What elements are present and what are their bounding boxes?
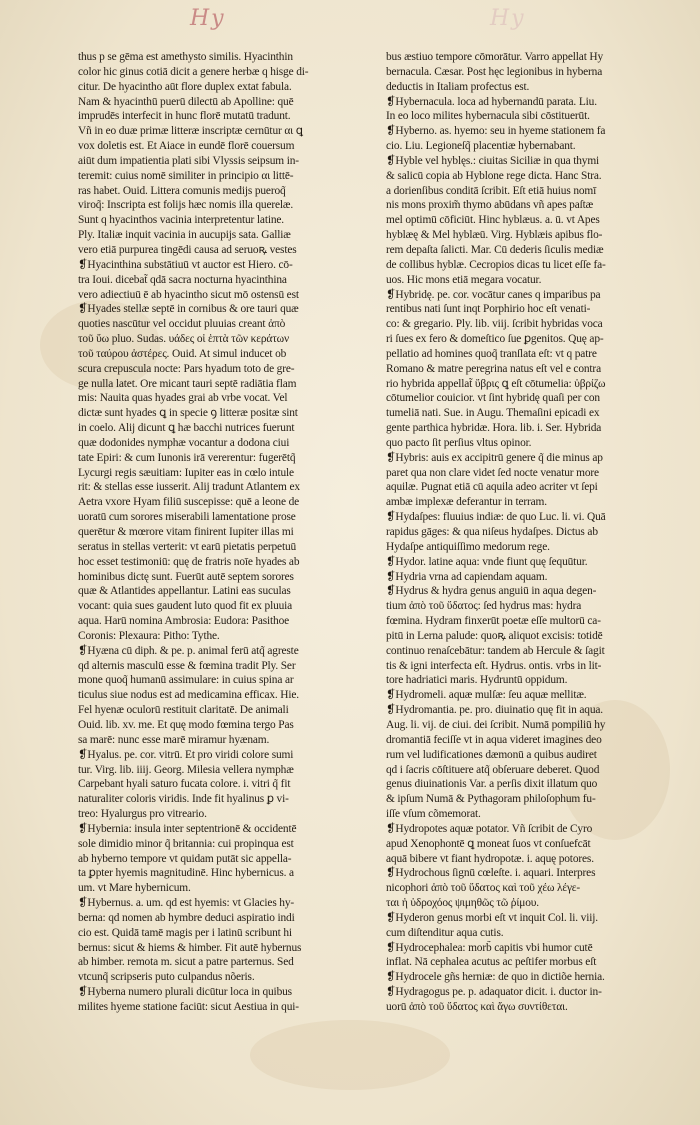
- text-line: cum diſtenditur aqua cutis.: [386, 926, 504, 939]
- text-line: ab himber. remota m. sicut a patre parternus. Sed: [78, 956, 294, 969]
- text-line: tore hadriatici maris. Hydruntū oppidum.: [386, 674, 568, 687]
- text-line: & salicū copia ab Hyblone rege dicta. Hanc Stra.: [386, 169, 602, 182]
- text-line: vocant: quia sues gaudent luto quod fit ex pluuia: [78, 600, 293, 613]
- text-line: Coronis: Plexaura: Pitho: Tythe.: [78, 629, 220, 642]
- text-line: ta ꝑpter hyemis magnitudinē. Hinc hybernicus. a: [78, 867, 294, 880]
- text-line: aqua. Harū nomina Ambrosia: Eudora: Pasithoe: [78, 615, 290, 628]
- text-line: & ipſum Numā & Pythagoram philoſophum fu-: [386, 793, 596, 806]
- text-line: ❡Hydragogus pe. p. adaquator dicit. i. ductor in-: [386, 986, 602, 999]
- text-line: quo pacto ſit perſius vltus opinor.: [386, 436, 532, 449]
- text-line: de collibus hyblæ. Cecropios dicas tu licet eſſe fa-: [386, 258, 606, 271]
- text-line: rit: & stellas esse iusserit. Alij tradunt Atlantem ex: [78, 481, 300, 494]
- text-line: mel optimū cōficiūt. Hinc hyblæus. a. ū. vt Apes: [386, 214, 600, 227]
- text-line: ❡Hybris: auis ex accipitrū genere q̃ die minus ap: [386, 451, 603, 464]
- text-line: ticulus siue nodus est ad medicamina efficax. Hie.: [78, 689, 299, 702]
- text-line: ri ſues ex fero & domeſtico ſue ꝑgenitos. Quę ap-: [386, 333, 604, 346]
- text-line: cio. Liu. Legioneſq̃ placentiæ hybernabant.: [386, 140, 576, 153]
- text-line: ras habet. Ouid. Littera comunis medijs pueroq̃: [78, 184, 286, 197]
- text-line: vtcunq̃ scripseris puto culpandus nõeris.: [78, 971, 255, 984]
- text-line: qd alternis masculū esse & fœmina tradit Ply. Ser: [78, 659, 296, 672]
- text-line: mone quoq̃ humanū assimulare: in cuius spina ar: [78, 674, 294, 687]
- text-line: ❡Hyacinthina substātiuū vt auctor est Hiero. cō-: [78, 258, 293, 271]
- text-line: quoties nascūtur vel occidut pluuias creant ἀπὸ: [78, 318, 286, 331]
- text-line: ❡Hybridę. pe. cor. vocātur canes q imparibus pa: [386, 288, 601, 301]
- text-line: continuo renaſcebātur: tandem ab Hercule & ſagit: [386, 644, 605, 657]
- text-line: bernacula. Cæsar. Post hęc legionibus in hyberna: [386, 65, 603, 78]
- text-line: berna: qd nomen ab hymbre deduci aspiratio indi: [78, 911, 295, 924]
- text-line: ❡Hyæna cū diph. & pe. p. animal ferū atq̃ agreste: [78, 644, 299, 657]
- text-line: In eo loco milites hybernacula sibi cōstituerūt.: [386, 110, 590, 123]
- text-line: teremit: cuius nomē similiter in principio αι littē-: [78, 169, 294, 182]
- text-line: uoratū cum sorores miserabili lamentatione prose: [78, 511, 296, 524]
- text-line: color hic ginus cotiā dicit a genere herbæ q hisge di-: [78, 65, 309, 78]
- text-line: sa marē: nunc esse marē miramur hyænam.: [78, 733, 270, 746]
- text-line: ge nulla latet. Ore micant tauri septē radiātia flam: [78, 377, 297, 390]
- text-line: uorū ἀπὸ τοῦ ὕδατος καὶ ἄγω συντίθεται.: [386, 1001, 568, 1013]
- text-line: fœmina. Hydram finxerūt poetæ eſſe multorū ca-: [386, 615, 601, 628]
- page-stain: [250, 1020, 450, 1090]
- text-line: quæ & Atlantides appellantur. Latini eas suculas: [78, 585, 291, 598]
- text-line: iſſe vſum cõmemorat.: [386, 808, 481, 821]
- text-line: vox doletis est. Et Aiace in eundē florē couersum: [78, 140, 295, 153]
- text-line: ❡Hybernia: insula inter septentrionē & occidentē: [78, 822, 297, 835]
- text-line: bernus: sicut & hiems & himber. Fit autē hybernus: [78, 941, 302, 954]
- text-line: ται ἡ ὑδροχόος ψιμηθῶς τῶ ῥίμου.: [386, 897, 539, 910]
- text-line: mis: Nauita quas hyades grai ab vrbe vocat. Vel: [78, 392, 288, 405]
- text-line: tis & igni interfecta eſt. Hydrus. ontis. vrbs in lit-: [386, 659, 602, 672]
- text-line: ❡Hyble vel hyblęs.: ciuitas Siciliæ in qua thymi: [386, 154, 600, 167]
- text-line: ❡Hydrochous ſignū cœleſte. i. aquari. Interpres: [386, 867, 596, 880]
- text-line: ❡Hydromeli. aquæ mulſæ: ſeu aquæ mellitæ.: [386, 689, 587, 702]
- text-line: genus diuinationis Var. a perſis dixit illatum quo: [386, 778, 598, 791]
- text-line: vero etiā purpurea tingēdi causa ad seruoꝶ vestes: [78, 243, 297, 256]
- left-column: [78, 50, 370, 1015]
- text-line: vero adiectiuū ē ab hyacintho sicut mō ostensū est: [78, 288, 299, 301]
- text-line: Fel hyenæ oculorū restituit claritatē. De animali: [78, 704, 289, 717]
- text-line: bus æstiuo tempore cōmorātur. Varro appellat Hy: [386, 51, 604, 63]
- text-line: scura crepuscula nocte: Pars hyadum toto de gre-: [78, 362, 295, 375]
- text-line: co: & gregario. Ply. lib. viij. ſcribit hybridas voca: [386, 318, 603, 331]
- text-line: ❡Hyberna numero plurali dicūtur loca in quibus: [78, 986, 292, 999]
- text-line: ❡Hydrocephalea: morb̃ capitis vbi humor cutē: [386, 941, 593, 954]
- text-line: ❡Hyalus. pe. cor. vitrū. Et pro viridi colore sumi: [78, 748, 294, 761]
- text-line: ❡Hyades stellæ septē in cornibus & ore tauri quæ: [78, 303, 299, 316]
- text-line: cōtumelior couicior. vt ſint hybridę quaſi per con: [386, 392, 600, 405]
- text-line: paret qua non clare videt ſed nocte venatur more: [386, 466, 599, 479]
- text-line: citur. De hyacintho aūt flore duplex extat fabula.: [78, 80, 292, 93]
- text-line: Ply. Italiæ inquit vacinia in aucupijs sata. Galliæ: [78, 229, 291, 242]
- text-line: ❡Hydrocele gñs herniæ: de quo in dictiõe hernia.: [386, 971, 605, 984]
- text-line: ab hyberno tempore vt quidam putāt sic appella-: [78, 852, 292, 865]
- text-line: rum vel ludificationes dæmonū a quibus audiret: [386, 748, 597, 761]
- text-line: tur. Virg. lib. iiij. Georg. Milesia vellera nymphæ: [78, 763, 294, 776]
- text-line: a dorienſibus conditā ſcribit. Eſt etiā huius nomī: [386, 184, 597, 197]
- text-line: ❡Hyberno. as. hyemo: seu in hyeme stationem fa: [386, 125, 606, 138]
- text-line: cio est. Quidā tamē magis per i latinū scribunt hi: [78, 926, 292, 939]
- text-line: milites hyeme statione faciūt: sicut Aestiua in qui-: [78, 1001, 299, 1013]
- text-line: um. vt Mare hybernicum.: [78, 882, 191, 895]
- text-line: Hydaſpe antiquiſſimo medorum rege.: [386, 540, 550, 553]
- text-line: imprudēs interfecit in hunc florē mutatū tradunt.: [78, 110, 291, 123]
- text-line: aquilæ. Pugnat etiā cū aquila adeo acriter vt ſepi: [386, 481, 598, 494]
- running-head-right: Hy: [490, 6, 526, 31]
- text-line: Aetra vxore Hyam filiū suscepisse: quē a leone de: [78, 496, 300, 509]
- text-line: ambæ implexæ deferantur in terram.: [386, 496, 547, 509]
- text-line: Ouid. lib. xv. me. Et quę modo fœmina tergo Pas: [78, 718, 294, 731]
- running-head-left: Hy: [190, 6, 226, 31]
- text-line: τοῦ ὕω pluo. Sudas. υάδες οἱ ἑπτὰ τῶν κεράτων: [78, 333, 289, 346]
- text-line: tium ἀπὸ τοῦ ὕδατος: ſed hydrus mas: hydra: [386, 600, 582, 613]
- text-line: tumeliā nati. Sue. in Augu. Themaſini epicadi ex: [386, 407, 600, 420]
- text-line: rentibus nati ſunt inqt Porphirio hoc eſt venati-: [386, 303, 591, 316]
- text-line: deductis in Italiam profectus est.: [386, 80, 530, 93]
- text-line: Vñ in eo duæ primæ litteræ inscriptæ cernūtur αι ꝗ: [78, 125, 303, 138]
- text-line: viroq̃: Inscripta est folijs hæc nomis illa querelæ.: [78, 199, 294, 212]
- text-line: thus p se gēma est amethysto similis. Hyacinthin: [78, 51, 293, 63]
- right-column: [386, 50, 678, 1015]
- text-line: inflat. Nā cephalea acutus ac peſtifer morbus eſt: [386, 956, 597, 969]
- text-line: ❡Hydromantia. pe. pro. diuinatio quę fit in aqua.: [386, 704, 603, 717]
- text-line: aquā bibere vt fiant hydropotæ. i. aquę potores.: [386, 852, 594, 865]
- text-line: naturaliter coloris viridis. Inde fit hyalinus ꝑ vi-: [78, 793, 289, 806]
- text-line: quæ dodonides nymphæ vocantur a dodona ciui: [78, 436, 290, 449]
- text-line: qd i ſacris cōſtituere atq̃ obſeruare deberet. Quod: [386, 763, 600, 776]
- text-line: pitū in Lerna palude: quoꝶ aliquot excisis: totidē: [386, 629, 603, 642]
- text-line: rem depaſta ſalicti. Mar. Cū dederis ſiculis mediæ: [386, 243, 604, 256]
- text-line: ❡Hyderon genus morbi eſt vt inquit Col. li. viij.: [386, 911, 598, 924]
- text-line: Carpebant hyali saturo fucata colore. i. vitri q̃ fit: [78, 778, 291, 791]
- text-line: pellatio ad homines quoq̃ tranſlata eſt: vt q patre: [386, 347, 597, 360]
- text-line: ❡Hydrus & hydra genus anguiū in aqua degen-: [386, 585, 597, 598]
- text-line: seratus in stellas verterit: vt earū pietatis perpetuū: [78, 540, 297, 553]
- text-line: aiūt dum impatientia plati sibi Vlyssis seipsum in-: [78, 154, 299, 167]
- text-line: rapidus gāges: & qua niſeus hydaſpes. Dictus ab: [386, 526, 598, 538]
- text-line: tate Epiri: & cum Iunonis irā vererentur: fugerētq̃: [78, 451, 296, 464]
- text-line: apud Xenophontē ꝗ moneat ſuos vt conſuefcāt: [386, 837, 591, 850]
- text-line: ❡Hydor. latine aqua: vnde fiunt quę ſequūtur.: [386, 555, 588, 568]
- text-line: dictæ sunt hyades ꝗ in specie ꝯ litteræ positæ sint: [78, 407, 298, 420]
- text-line: dromantiā feciſſe vt in aqua videret imagines deo: [386, 733, 602, 746]
- text-line: ❡Hybernus. a. um. qd est hyemis: vt Glacies hy-: [78, 897, 295, 910]
- text-line: Romano & matre peregrina natus eſt vel e contra: [386, 362, 601, 375]
- text-line: sole dimidio minor q̃ britannia: cui propinqua est: [78, 837, 294, 850]
- text-line: uos. Hic mons etiā megara vocatur.: [386, 273, 542, 286]
- text-line: Aug. li. vij. de ciui. dei ſcribit. Numā pompiliū hy: [386, 718, 606, 731]
- text-line: querētur & mœrore vitam finirent Iupiter illas mi: [78, 526, 294, 538]
- text-line: Nam & hyacinthū puerū dilectū ab Apolline: quē: [78, 95, 294, 108]
- text-line: gente parthica hybridæ. Hora. lib. i. Ser. Hybrida: [386, 422, 602, 435]
- text-line: treo: Hyalurgus pro vitreario.: [78, 808, 207, 821]
- text-line: nis mons proxim̃ thymo abūdans vñ apes paſtæ: [386, 199, 594, 212]
- text-line: hominibus dictę sunt. Fuerūt autē septem sorores: [78, 570, 294, 583]
- text-line: tra Ioui. dicebat̃ qdā sacra nocturna hyacinthina: [78, 273, 287, 286]
- text-line: τοῦ ταύρου ἀστέρες. Ouid. At simul inducet ob: [78, 347, 287, 360]
- text-line: Lycurgi regis sæuitiam: Iupiter eas in cœlo intule: [78, 466, 294, 479]
- text-line: ❡Hydropotes aquæ potator. Vñ ſcribit de Cyro: [386, 822, 593, 835]
- text-line: in coelo. Alij dicunt ꝗ hæ bacchi nutrices fuerunt: [78, 422, 295, 435]
- text-line: ❡Hybernacula. loca ad hybernandū parata. Liu.: [386, 95, 597, 108]
- text-line: Sunt q hyacinthos vacinia interpretentur latine.: [78, 214, 284, 227]
- text-line: rio hybrida appellat̃ ὕβρις ꝗ eſt cōtumelia: ὑβρίζω: [386, 377, 606, 390]
- text-line: nicophori ἀπὸ τοῦ ὕδατος καὶ τοῦ χέω λέγε-: [386, 882, 581, 895]
- text-line: ❡Hydaſpes: fluuius indiæ: de quo Luc. li. vi. Quā: [386, 511, 606, 524]
- text-line: ❡Hydria vrna ad capiendam aquam.: [386, 570, 548, 583]
- text-line: hyblæę & Mel hyblæū. Virg. Hyblæis apibus flo-: [386, 229, 603, 242]
- text-line: hoc esset testimoniū: quę de fratris noīe hyades ab: [78, 555, 300, 568]
